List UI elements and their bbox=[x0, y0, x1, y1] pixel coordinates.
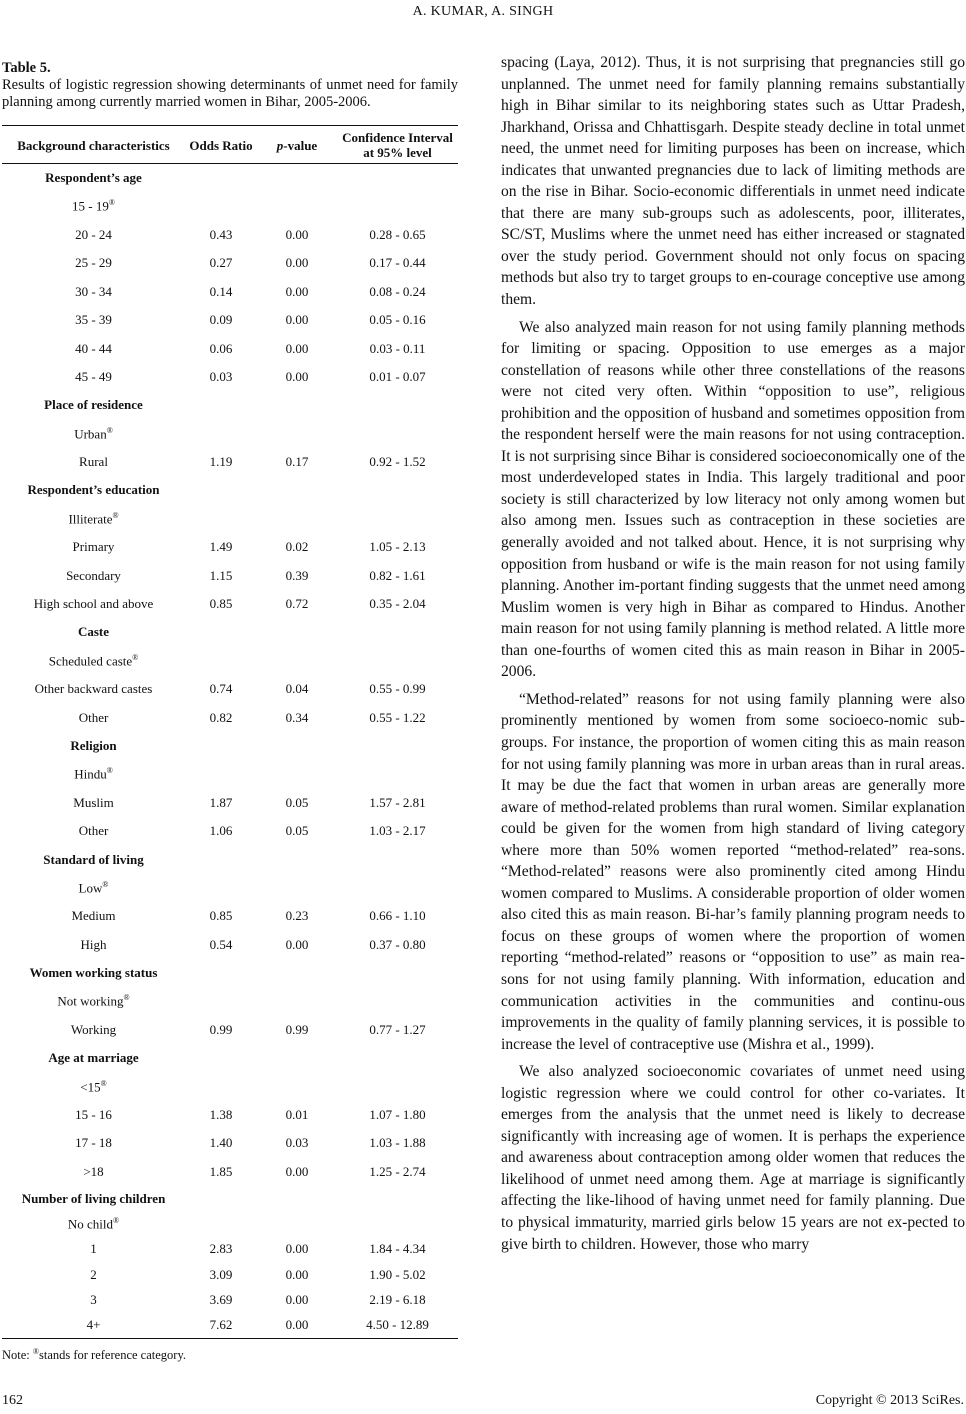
label-text: 15 - 16 bbox=[75, 1107, 112, 1123]
label-text: Age at marriage bbox=[48, 1050, 139, 1066]
ci-cell bbox=[337, 987, 458, 1015]
reference-mark: ® bbox=[112, 510, 119, 520]
table-row bbox=[2, 306, 458, 334]
pvalue-cell: 0.02 bbox=[285, 539, 309, 555]
label-text: Primary bbox=[72, 539, 115, 555]
col-header-odds-ratio: Odds Ratio bbox=[185, 126, 257, 164]
note-prefix: Note: bbox=[2, 1348, 33, 1362]
odds-ratio-cell bbox=[185, 760, 257, 788]
pvalue-prefix: p bbox=[276, 137, 284, 153]
col-header-ci: Confidence Interval at 95% level bbox=[337, 126, 458, 164]
category-label bbox=[2, 1313, 185, 1339]
ci-cell bbox=[337, 476, 458, 504]
odds-ratio-cell: 1.40 bbox=[209, 1135, 233, 1151]
category-label bbox=[2, 420, 185, 448]
ci-cell: 1.05 - 2.13 bbox=[369, 539, 426, 555]
table-row bbox=[2, 675, 458, 703]
category-label bbox=[2, 760, 185, 788]
pvalue-cell: 0.00 bbox=[285, 226, 309, 242]
ci-cell bbox=[337, 1073, 458, 1101]
label-text: 30 - 34 bbox=[75, 283, 112, 299]
category-label bbox=[2, 334, 185, 362]
ci-cell: 0.82 - 1.61 bbox=[369, 567, 426, 583]
pvalue-cell bbox=[257, 845, 337, 873]
label-text: Women working status bbox=[29, 965, 158, 981]
table-row bbox=[2, 561, 458, 589]
pvalue-cell: 0.00 bbox=[285, 255, 309, 271]
pvalue-cell: 0.00 bbox=[285, 1291, 309, 1307]
table-section-row bbox=[2, 618, 458, 646]
label-text: >18 bbox=[83, 1163, 104, 1179]
odds-ratio-cell bbox=[185, 874, 257, 902]
ci-cell bbox=[337, 391, 458, 419]
label-text: 1 bbox=[90, 1241, 97, 1257]
section-label bbox=[2, 391, 185, 419]
category-label bbox=[2, 874, 185, 902]
section-label bbox=[2, 1044, 185, 1072]
ci-cell: 0.55 - 0.99 bbox=[369, 681, 426, 697]
table-row bbox=[2, 817, 458, 845]
pvalue-cell bbox=[257, 1186, 337, 1211]
category-label bbox=[2, 363, 185, 391]
odds-ratio-cell: 0.09 bbox=[209, 312, 233, 328]
table-note bbox=[2, 1347, 458, 1363]
ci-cell: 0.17 - 0.44 bbox=[369, 255, 426, 271]
odds-ratio-cell: 7.62 bbox=[185, 1313, 257, 1339]
pvalue-cell: 0.00 bbox=[285, 1163, 309, 1179]
running-header: A. KUMAR, A. SINGH bbox=[412, 4, 554, 19]
table-row bbox=[2, 448, 458, 476]
ci-cell: 0.55 - 1.22 bbox=[369, 709, 426, 725]
ci-cell: 1.25 - 2.74 bbox=[369, 1163, 426, 1179]
label-text: Secondary bbox=[66, 567, 121, 583]
category-label bbox=[2, 647, 185, 675]
category-label bbox=[2, 561, 185, 589]
col-header-pvalue bbox=[257, 126, 337, 164]
table-row bbox=[2, 931, 458, 959]
ci-cell: 1.90 - 5.02 bbox=[369, 1266, 426, 1282]
odds-ratio-cell: 0.14 bbox=[209, 283, 233, 299]
reference-mark: ® bbox=[106, 425, 113, 435]
table-row bbox=[2, 1237, 458, 1262]
odds-ratio-cell: 0.85 bbox=[209, 596, 233, 612]
pvalue-cell: 0.05 bbox=[285, 823, 309, 839]
label-text: Rural bbox=[79, 454, 108, 470]
pvalue-cell: 0.99 bbox=[285, 1021, 309, 1037]
results-table bbox=[2, 125, 458, 1339]
ci-cell: 4.50 - 12.89 bbox=[337, 1313, 458, 1339]
table-row bbox=[2, 1016, 458, 1044]
table-row bbox=[2, 703, 458, 731]
ci-cell bbox=[337, 760, 458, 788]
ci-cell bbox=[337, 1211, 458, 1236]
odds-ratio-cell: 0.99 bbox=[209, 1021, 233, 1037]
label-text: Muslim bbox=[73, 794, 114, 810]
category-label bbox=[2, 1262, 185, 1287]
label-text: 25 - 29 bbox=[75, 255, 112, 271]
category-label bbox=[2, 278, 185, 306]
pvalue-cell bbox=[257, 874, 337, 902]
table-row bbox=[2, 1073, 458, 1101]
odds-ratio-cell bbox=[185, 987, 257, 1015]
table-row bbox=[2, 1101, 458, 1129]
body-paragraph: We also analyzed main reason for not using family planning methods for limiting or spacing. Opposition to use emerges as a major constellation of reasons while other three constellations of the reasons were not cited very often. Within “opposition to use”, religious prohibition and the opposition of husband and sometimes opposition from the respondent herself were the main reasons for not using contraception. It is not surprising since Bihar is considered socioeconomically one of the most underdeveloped states in India. This largely traditional and poor society is still characterized by low literacy not only among women but also among men. Issues such as contraception in these societies are generally avoided and not talked about. Hence, it is not surprising why opposition from husband or wife is the main reason for not using family planning. Another im-portant finding suggests that the unmet need among Muslim women is very high in Bihar as compared to Hindus. Another main reason for not using family planning is method related. A little more than one-fourths of women cited this as main reason in Bihar in 2005-2006. bbox=[501, 318, 965, 681]
category-label bbox=[2, 789, 185, 817]
section-label bbox=[2, 618, 185, 646]
label-text: Not working bbox=[57, 993, 124, 1009]
label-text: Other bbox=[78, 823, 109, 839]
category-label bbox=[2, 533, 185, 561]
label-text: <15 bbox=[80, 1078, 101, 1094]
reference-mark: ® bbox=[108, 198, 115, 208]
category-label bbox=[2, 249, 185, 277]
pvalue-cell bbox=[257, 505, 337, 533]
odds-ratio-cell: 1.87 bbox=[209, 794, 233, 810]
ci-cell: 0.66 - 1.10 bbox=[369, 908, 426, 924]
ci-cell bbox=[337, 647, 458, 675]
category-label bbox=[2, 221, 185, 249]
table-section-row bbox=[2, 959, 458, 987]
pvalue-cell: 0.04 bbox=[285, 681, 309, 697]
odds-ratio-cell: 0.85 bbox=[209, 908, 233, 924]
category-label bbox=[2, 931, 185, 959]
pvalue-cell: 0.01 bbox=[285, 1107, 309, 1123]
ci-cell: 0.08 - 0.24 bbox=[369, 283, 426, 299]
category-label bbox=[2, 448, 185, 476]
label-text: Place of residence bbox=[44, 397, 143, 413]
pvalue-cell bbox=[257, 1073, 337, 1101]
odds-ratio-cell: 0.06 bbox=[209, 340, 233, 356]
section-label bbox=[2, 476, 185, 504]
pvalue-cell bbox=[257, 192, 337, 220]
label-text: Illiterate bbox=[68, 511, 113, 527]
table-section-row bbox=[2, 391, 458, 419]
ref-mark: ® bbox=[32, 1346, 39, 1356]
table-section-row bbox=[2, 845, 458, 873]
section-label bbox=[2, 732, 185, 760]
odds-ratio-cell bbox=[185, 192, 257, 220]
pvalue-cell bbox=[257, 760, 337, 788]
ci-cell: 0.37 - 0.80 bbox=[369, 936, 426, 952]
odds-ratio-cell bbox=[185, 618, 257, 646]
category-label bbox=[2, 1237, 185, 1262]
label-text: 35 - 39 bbox=[75, 312, 112, 328]
reference-mark: ® bbox=[102, 879, 109, 889]
table-row bbox=[2, 1158, 458, 1186]
category-label bbox=[2, 505, 185, 533]
body-paragraph: “Method-related” reasons for not using family planning were also prominently mentioned by women from some socioeco-nomic sub-groups. For instance, the proportion of women citing this as main reason for not using family planning was more in urban areas than in rural areas. It may be due the fact that women in urban areas are generally more aware of method-related problems than rural women. Similar explanation could be given for the women from high standard of living category where more than 50% women reported “method-related” rea-sons. “Method-related” reasons were also prominently cited among Hindu women compared to Muslims. A considerable proportion of older women also cited this as main reason. Bi-har’s family planning program needs to focus on these groups of women where the proportion of women reporting “method-related” reasons or “opposition to use” as main rea-sons for not using family planning. With information, education and communication activities in the communities and continu-ous improvements in the quality of family planning services, it is possible to increase the level of contraceptive use (Mishra et al., 1999). bbox=[501, 690, 965, 1053]
pvalue-cell: 0.23 bbox=[285, 908, 309, 924]
table-section-row bbox=[2, 1186, 458, 1211]
ci-cell bbox=[337, 1044, 458, 1072]
odds-ratio-cell: 0.74 bbox=[209, 681, 233, 697]
label-text: Other bbox=[78, 709, 109, 725]
ci-cell: 1.57 - 2.81 bbox=[369, 794, 426, 810]
odds-ratio-cell bbox=[185, 476, 257, 504]
table-row bbox=[2, 987, 458, 1015]
label-text: 4+ bbox=[86, 1317, 101, 1333]
label-text: Urban bbox=[74, 425, 107, 441]
ci-cell bbox=[337, 505, 458, 533]
table-row bbox=[2, 789, 458, 817]
label-text: Respondent’s age bbox=[45, 170, 142, 186]
pvalue-cell bbox=[257, 391, 337, 419]
category-label bbox=[2, 1016, 185, 1044]
pvalue-cell bbox=[257, 959, 337, 987]
label-text: 2 bbox=[90, 1266, 97, 1282]
label-text: 3 bbox=[90, 1291, 97, 1307]
section-label bbox=[2, 1186, 185, 1211]
table-row bbox=[2, 420, 458, 448]
table-row bbox=[2, 533, 458, 561]
category-label bbox=[2, 1158, 185, 1186]
pvalue-cell bbox=[257, 476, 337, 504]
odds-ratio-cell bbox=[185, 164, 257, 193]
odds-ratio-cell bbox=[185, 391, 257, 419]
pvalue-cell: 0.00 bbox=[285, 1266, 309, 1282]
pvalue-cell bbox=[257, 1044, 337, 1072]
odds-ratio-cell bbox=[185, 1211, 257, 1236]
body-paragraph: spacing (Laya, 2012). Thus, it is not surprising that pregnancies still go unplanned. The unmet need for family planning remains substantially high in Bihar similar to its neighboring states such as Uttar Pradesh, Jharkhand, Orissa and Chhattisgarh. Despite steady decline in total unmet need, the unmet need for limiting purposes has been on increase, which indicates that unwanted pregnancies due to lack of limiting methods are on the rise in Bihar. Socio-economic differentials in unmet need indicate that there are many sub-groups such as adolescents, poor, illiterates, SC/ST, Muslims where the unmet need has either increased or stagnated over the study period. Government should not only focus on spacing methods but also try to target groups to en-courage conceptive use among them. bbox=[501, 54, 965, 309]
odds-ratio-cell: 0.82 bbox=[209, 709, 233, 725]
ci-cell bbox=[337, 1186, 458, 1211]
pvalue-cell bbox=[257, 164, 337, 193]
ci-cell bbox=[337, 732, 458, 760]
label-text: Caste bbox=[77, 624, 110, 640]
label-text: Scheduled caste bbox=[48, 653, 133, 668]
table-section-row bbox=[2, 476, 458, 504]
category-label bbox=[2, 675, 185, 703]
pvalue-cell: 0.00 bbox=[285, 340, 309, 356]
table-row bbox=[2, 505, 458, 533]
section-label bbox=[2, 164, 185, 193]
pvalue-cell bbox=[257, 618, 337, 646]
table-row bbox=[2, 1211, 458, 1236]
pvalue-suffix: -value bbox=[283, 137, 318, 153]
reference-mark: ® bbox=[123, 993, 130, 1003]
ci-cell bbox=[337, 618, 458, 646]
reference-mark: ® bbox=[132, 652, 139, 662]
table-row bbox=[2, 590, 458, 618]
pvalue-cell: 0.00 bbox=[285, 368, 309, 384]
reference-mark: ® bbox=[106, 766, 113, 776]
body-paragraph: We also analyzed socioeconomic covariates of unmet need using logistic regression where we could control for other co-variates. It emerges from the analysis that the unmet need is likely to decrease significantly with increasing age of women. It is perhaps the experience and awareness about contraception among older women that reduces the likelihood of unmet need among them. Age at marriage is significantly affecting the like-lihood of having unmet need for family planning. Due to physical immaturity, married girls below 15 years are not ex-pected to give birth to children. However, those who marry bbox=[501, 1063, 965, 1253]
body-text-column bbox=[501, 52, 965, 1261]
odds-ratio-cell: 2.83 bbox=[209, 1241, 233, 1257]
label-text: High bbox=[80, 936, 107, 952]
category-label bbox=[2, 306, 185, 334]
table-row bbox=[2, 647, 458, 675]
ci-cell bbox=[337, 845, 458, 873]
page-number: 162 bbox=[2, 1393, 23, 1408]
label-text: Working bbox=[70, 1021, 117, 1037]
ci-cell bbox=[337, 420, 458, 448]
ci-cell bbox=[337, 192, 458, 220]
table-row bbox=[2, 1287, 458, 1312]
table-row bbox=[2, 278, 458, 306]
pvalue-cell: 0.00 bbox=[285, 936, 309, 952]
ci-cell: 1.03 - 2.17 bbox=[369, 823, 426, 839]
section-label bbox=[2, 845, 185, 873]
table-caption: Results of logistic regression showing determinants of unmet need for family planning among currently married women in Bihar, 2005-2006. bbox=[2, 77, 458, 110]
pvalue-cell: 0.72 bbox=[285, 596, 309, 612]
odds-ratio-cell bbox=[185, 845, 257, 873]
label-text: Medium bbox=[71, 908, 116, 924]
note-text: stands for reference category. bbox=[38, 1348, 187, 1362]
ci-cell: 1.84 - 4.34 bbox=[369, 1241, 426, 1257]
table-section-row bbox=[2, 732, 458, 760]
ci-cell: 0.92 - 1.52 bbox=[369, 454, 426, 470]
ci-cell bbox=[337, 959, 458, 987]
pvalue-cell: 0.34 bbox=[285, 709, 309, 725]
table-section-row bbox=[2, 1044, 458, 1072]
odds-ratio-cell: 0.43 bbox=[209, 226, 233, 242]
table-row bbox=[2, 221, 458, 249]
ci-cell bbox=[337, 164, 458, 193]
table-label: Table 5. bbox=[2, 60, 51, 76]
odds-ratio-cell: 0.27 bbox=[209, 255, 233, 271]
odds-ratio-cell: 3.09 bbox=[209, 1266, 233, 1282]
label-text: 20 - 24 bbox=[75, 226, 112, 242]
pvalue-cell bbox=[257, 1211, 337, 1236]
table-header-row bbox=[2, 126, 458, 164]
ci-cell: 1.03 - 1.88 bbox=[369, 1135, 426, 1151]
table-row bbox=[2, 902, 458, 930]
label-text: 15 - 19 bbox=[72, 198, 109, 214]
odds-ratio-cell bbox=[185, 1186, 257, 1211]
label-text: 45 - 49 bbox=[75, 368, 112, 384]
ci-cell bbox=[337, 874, 458, 902]
pvalue-cell: 0.00 bbox=[285, 1241, 309, 1257]
ci-cell: 0.77 - 1.27 bbox=[369, 1021, 426, 1037]
label-text: Religion bbox=[70, 738, 117, 753]
ci-cell: 0.03 - 0.11 bbox=[369, 340, 426, 356]
col-header-background: Background characteristics bbox=[2, 126, 185, 164]
label-text: Hindu bbox=[74, 766, 107, 782]
pvalue-cell: 0.00 bbox=[257, 1313, 337, 1339]
category-label bbox=[2, 703, 185, 731]
odds-ratio-cell: 1.15 bbox=[209, 567, 233, 583]
table-row bbox=[2, 192, 458, 220]
pvalue-cell bbox=[257, 987, 337, 1015]
odds-ratio-cell bbox=[185, 959, 257, 987]
pvalue-cell: 0.39 bbox=[285, 567, 309, 583]
ci-cell: 0.28 - 0.65 bbox=[369, 226, 426, 242]
category-label bbox=[2, 902, 185, 930]
table-row bbox=[2, 334, 458, 362]
pvalue-cell: 0.00 bbox=[285, 312, 309, 328]
table-row bbox=[2, 1262, 458, 1287]
label-text: Standard of living bbox=[43, 851, 144, 867]
category-label bbox=[2, 1287, 185, 1312]
pvalue-cell: 0.05 bbox=[285, 794, 309, 810]
pvalue-cell: 0.00 bbox=[285, 283, 309, 299]
odds-ratio-cell: 0.54 bbox=[209, 936, 233, 952]
pvalue-cell: 0.17 bbox=[285, 454, 309, 470]
odds-ratio-cell bbox=[185, 1073, 257, 1101]
category-label bbox=[2, 1073, 185, 1101]
ci-cell: 2.19 - 6.18 bbox=[369, 1291, 426, 1307]
pvalue-cell bbox=[257, 732, 337, 760]
odds-ratio-cell: 0.03 bbox=[209, 368, 233, 384]
label-text: No child bbox=[67, 1216, 114, 1232]
table-row bbox=[2, 760, 458, 788]
table-body bbox=[2, 164, 458, 1339]
label-text: Respondent’s education bbox=[27, 482, 160, 498]
category-label bbox=[2, 1211, 185, 1236]
ci-cell: 1.07 - 1.80 bbox=[369, 1107, 426, 1123]
odds-ratio-cell bbox=[185, 420, 257, 448]
category-label bbox=[2, 987, 185, 1015]
table-section-row bbox=[2, 164, 458, 193]
odds-ratio-cell: 1.19 bbox=[209, 454, 233, 470]
label-text: High school and above bbox=[33, 596, 154, 612]
pvalue-cell bbox=[257, 647, 337, 675]
odds-ratio-cell: 1.85 bbox=[209, 1163, 233, 1179]
pvalue-cell bbox=[257, 420, 337, 448]
ci-cell: 0.05 - 0.16 bbox=[369, 312, 426, 328]
odds-ratio-cell: 1.38 bbox=[209, 1107, 233, 1123]
label-text: Low bbox=[78, 880, 103, 896]
table-row bbox=[2, 363, 458, 391]
odds-ratio-cell bbox=[185, 505, 257, 533]
ci-cell: 0.35 - 2.04 bbox=[369, 596, 426, 612]
category-label bbox=[2, 817, 185, 845]
table-row bbox=[2, 249, 458, 277]
label-text: Number of living children bbox=[21, 1190, 166, 1206]
odds-ratio-cell: 3.69 bbox=[209, 1291, 233, 1307]
table-row bbox=[2, 1129, 458, 1157]
reference-mark: ® bbox=[100, 1078, 107, 1088]
copyright: Copyright © 2013 SciRes. bbox=[815, 1393, 964, 1408]
section-label bbox=[2, 959, 185, 987]
category-label bbox=[2, 590, 185, 618]
table-row bbox=[2, 874, 458, 902]
label-text: 17 - 18 bbox=[75, 1135, 112, 1151]
label-text: Other backward castes bbox=[34, 681, 153, 697]
pvalue-cell: 0.03 bbox=[285, 1135, 309, 1151]
category-label bbox=[2, 1101, 185, 1129]
label-text: 40 - 44 bbox=[75, 340, 112, 356]
category-label bbox=[2, 1129, 185, 1157]
odds-ratio-cell: 1.06 bbox=[209, 823, 233, 839]
odds-ratio-cell bbox=[185, 732, 257, 760]
table-block bbox=[2, 60, 458, 1363]
table-row bbox=[2, 1313, 458, 1339]
odds-ratio-cell bbox=[185, 647, 257, 675]
odds-ratio-cell: 1.49 bbox=[209, 539, 233, 555]
ci-cell: 0.01 - 0.07 bbox=[369, 368, 426, 384]
odds-ratio-cell bbox=[185, 1044, 257, 1072]
reference-mark: ® bbox=[113, 1215, 120, 1225]
category-label bbox=[2, 192, 185, 220]
